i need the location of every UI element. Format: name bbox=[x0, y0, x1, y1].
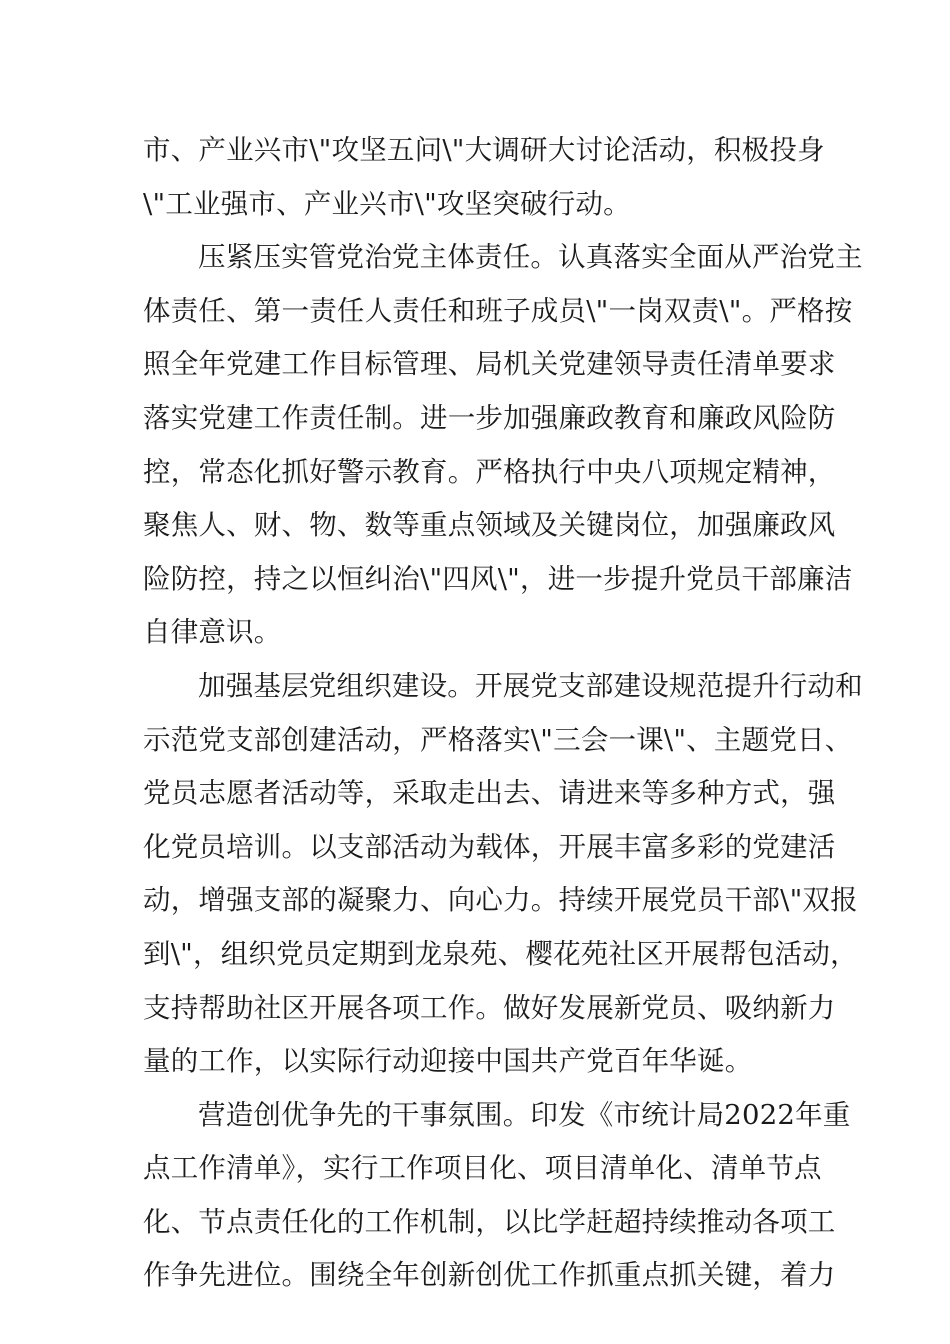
text-line: 党员志愿者活动等，采取走出去、请进来等多种方式，强 bbox=[143, 777, 836, 810]
text-line: 加强基层党组织建设。开展党支部建设规范提升行动和 bbox=[198, 669, 863, 702]
text-line: 市、产业兴市\"攻坚五问\"大调研大讨论活动，积极投身 bbox=[143, 134, 825, 166]
text-line: 压紧压实管党治党主体责任。认真落实全面从严治党主 bbox=[198, 241, 863, 274]
text-line: 到\"，组织党员定期到龙泉苑、樱花苑社区开展帮包活动， bbox=[143, 937, 858, 970]
paragraph-1 bbox=[143, 124, 825, 231]
text-line: \"工业强市、产业兴市\"攻坚突破行动。 bbox=[143, 187, 631, 220]
text-line: 险防控，持之以恒纠治\"四风\"，进一步提升党员干部廉洁 bbox=[143, 562, 853, 595]
text-line: 点工作清单》，实行工作项目化、项目清单化、清单节点 bbox=[143, 1152, 822, 1185]
text-line: 自律意识。 bbox=[143, 616, 282, 649]
document-body bbox=[143, 124, 863, 1303]
text-line: 作争先进位。围绕全年创新创优工作抓重点抓关键，着力 bbox=[143, 1259, 836, 1292]
text-line: 营造创优争先的干事氛围。印发《市统计局2022年重 bbox=[198, 1098, 851, 1131]
text-line: 聚焦人、财、物、数等重点领域及关键岗位，加强廉政风 bbox=[143, 509, 836, 542]
text-line: 量的工作，以实际行动迎接中国共产党百年华诞。 bbox=[143, 1045, 753, 1078]
text-line: 动，增强支部的凝聚力、向心力。持续开展党员干部\"双报 bbox=[143, 884, 858, 917]
text-line: 化、节点责任化的工作机制，以比学赶超持续推动各项工 bbox=[143, 1205, 836, 1238]
text-line: 化党员培训。以支部活动为载体，开展丰富多彩的党建活 bbox=[143, 830, 836, 863]
paragraph-2 bbox=[143, 231, 863, 660]
paragraph-3 bbox=[143, 660, 863, 1089]
text-line: 落实党建工作责任制。进一步加强廉政教育和廉政风险防 bbox=[143, 401, 836, 434]
text-line: 支持帮助社区开展各项工作。做好发展新党员、吸纳新力 bbox=[143, 991, 836, 1024]
paragraph-4 bbox=[143, 1089, 851, 1303]
text-line: 照全年党建工作目标管理、局机关党建领导责任清单要求 bbox=[143, 348, 836, 381]
text-line: 示范党支部创建活动，严格落实\"三会一课\"、主题党日、 bbox=[143, 723, 853, 756]
text-line: 控，常态化抓好警示教育。严格执行中央八项规定精神， bbox=[143, 455, 836, 488]
text-line: 体责任、第一责任人责任和班子成员\"一岗双责\"。严格按 bbox=[143, 294, 853, 327]
